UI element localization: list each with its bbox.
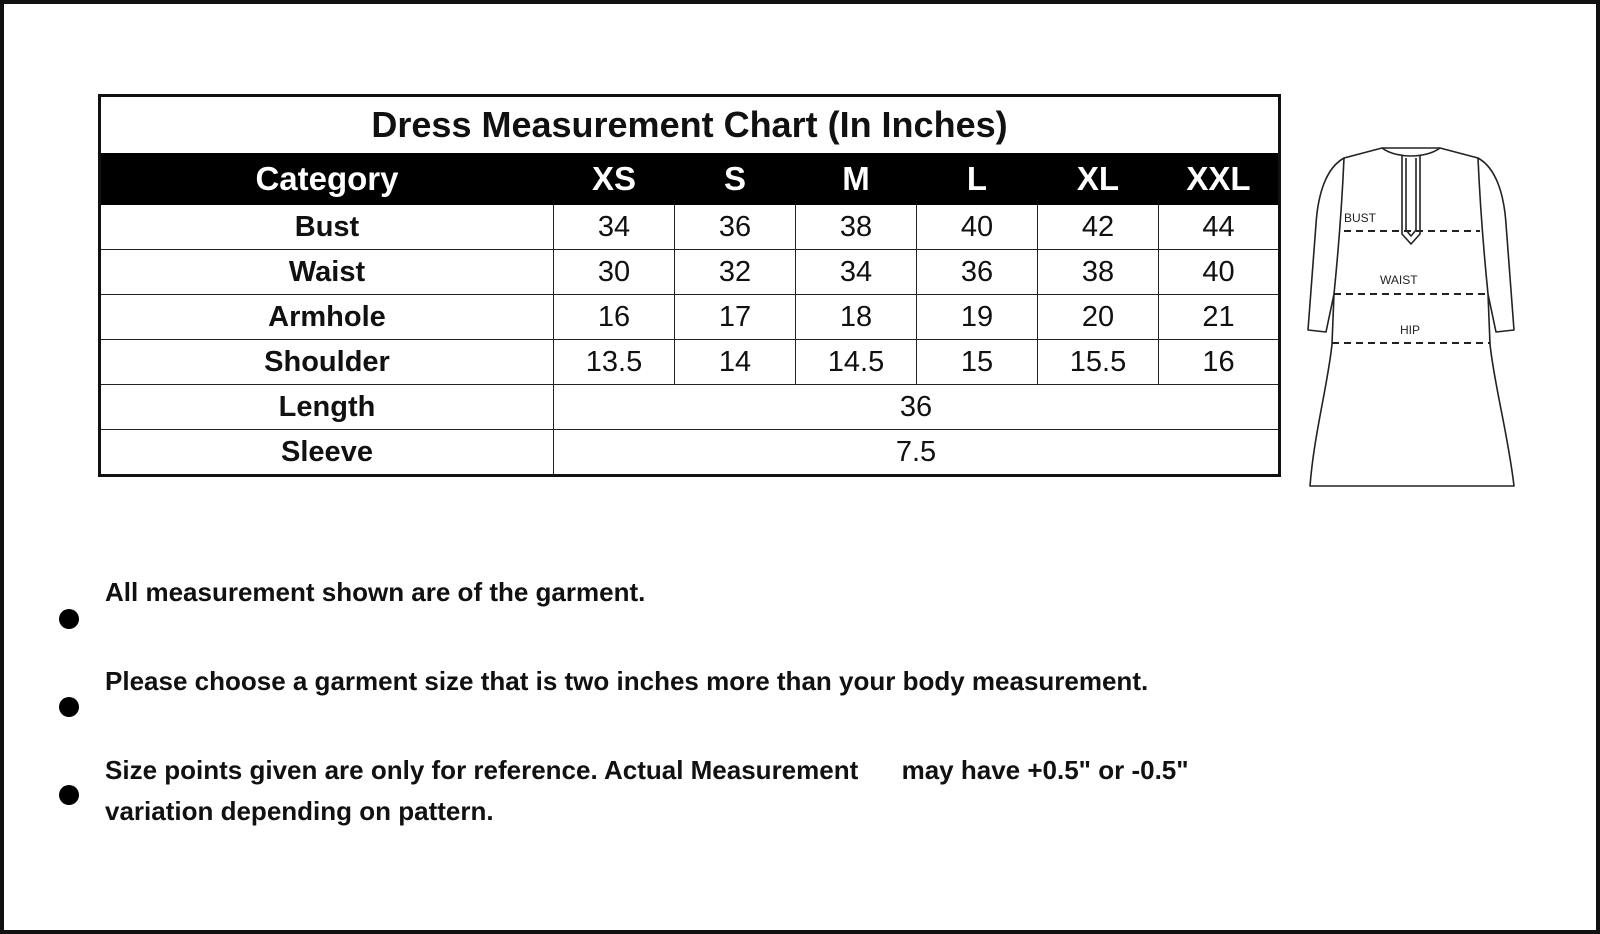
cell-value: 38 (1038, 250, 1159, 295)
cell-value-merged: 7.5 (554, 430, 1280, 476)
cell-value: 36 (917, 250, 1038, 295)
table-row-shoulder (100, 340, 1280, 385)
waist-label: WAIST (1380, 273, 1418, 287)
table-row-length (100, 385, 1280, 430)
cell-value: 34 (554, 205, 675, 250)
chart-title: Dress Measurement Chart (In Inches) (100, 96, 1280, 154)
header-size-l: L (917, 154, 1038, 205)
header-size-xl: XL (1038, 154, 1159, 205)
bullet-icon (59, 697, 79, 717)
cell-value: 30 (554, 250, 675, 295)
bust-label: BUST (1344, 211, 1377, 225)
bullet-icon (59, 785, 79, 805)
cell-value: 42 (1038, 205, 1159, 250)
bullet-icon (59, 609, 79, 629)
note-item: All measurement shown are of the garment. (105, 577, 646, 607)
neckline (1382, 148, 1440, 156)
note-item: Size points given are only for reference. Actual Measurement may have +0.5" or -0.5" variation depending on pattern. (105, 755, 1196, 826)
cell-value: 20 (1038, 295, 1159, 340)
cell-value: 38 (796, 205, 917, 250)
cell-value: 16 (1159, 340, 1280, 385)
cell-value: 32 (675, 250, 796, 295)
dress-outline (1308, 148, 1514, 486)
table-row-bust (100, 205, 1280, 250)
table-row-waist (100, 250, 1280, 295)
cell-value: 15.5 (1038, 340, 1159, 385)
cell-value: 14 (675, 340, 796, 385)
header-size-xxl: XXL (1159, 154, 1280, 205)
cell-value-merged: 36 (554, 385, 1280, 430)
cell-value: 21 (1159, 295, 1280, 340)
header-size-m: M (796, 154, 917, 205)
cell-value: 15 (917, 340, 1038, 385)
table-row-armhole (100, 295, 1280, 340)
measurement-chart-table (98, 94, 1281, 477)
cell-value: 18 (796, 295, 917, 340)
row-label: Shoulder (100, 340, 554, 385)
cell-value: 44 (1159, 205, 1280, 250)
cell-value: 13.5 (554, 340, 675, 385)
hip-label: HIP (1400, 323, 1421, 337)
row-label: Bust (100, 205, 554, 250)
row-label: Length (100, 385, 554, 430)
header-row (100, 154, 1280, 205)
row-label: Waist (100, 250, 554, 295)
header-size-xs: XS (554, 154, 675, 205)
table-row-sleeve (100, 430, 1280, 476)
note-item: Please choose a garment size that is two inches more than your body measurement. (105, 666, 1149, 696)
cell-value: 40 (1159, 250, 1280, 295)
header-size-s: S (675, 154, 796, 205)
cell-value: 34 (796, 250, 917, 295)
cell-value: 40 (917, 205, 1038, 250)
header-category: Category (100, 154, 554, 205)
cell-value: 17 (675, 295, 796, 340)
cell-value: 14.5 (796, 340, 917, 385)
dress-diagram (1304, 134, 1518, 504)
row-label: Sleeve (100, 430, 554, 476)
cell-value: 36 (675, 205, 796, 250)
cell-value: 16 (554, 295, 675, 340)
cell-value: 19 (917, 295, 1038, 340)
row-label: Armhole (100, 295, 554, 340)
